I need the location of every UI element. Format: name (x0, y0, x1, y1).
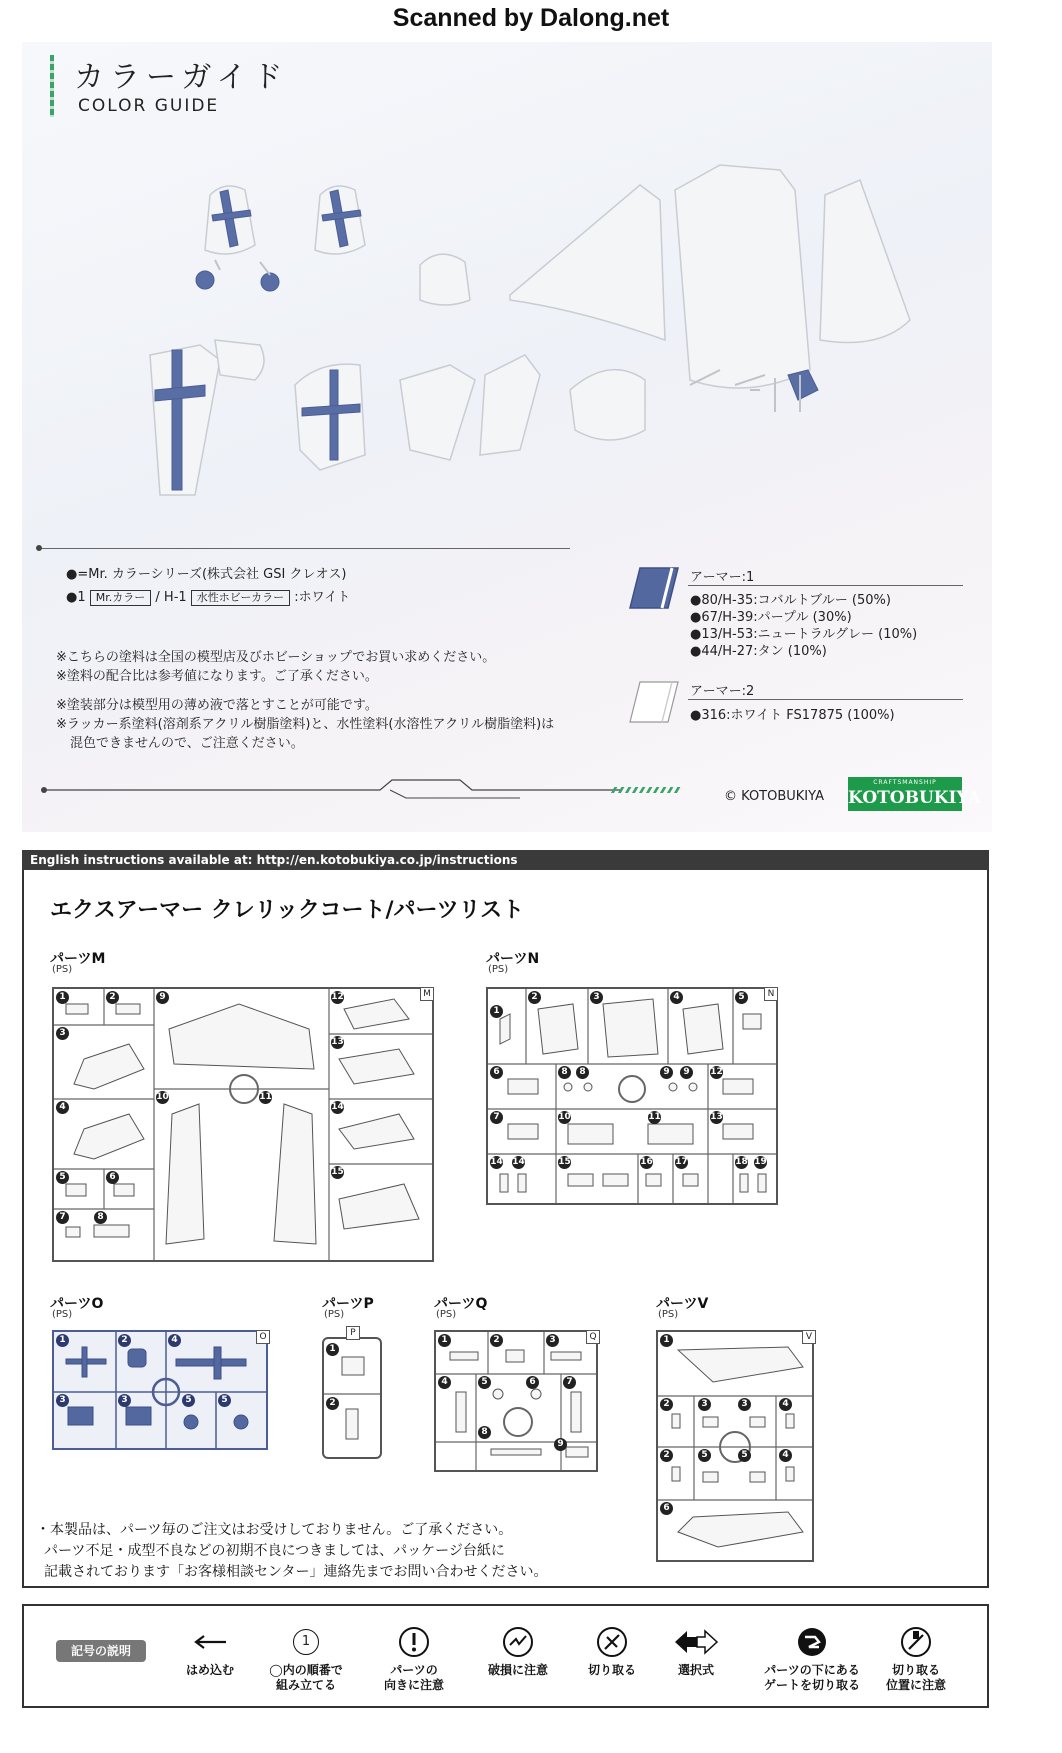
legend-label: 破損に注意 (487, 1663, 548, 1677)
runner-n-material: (PS) (488, 964, 509, 975)
part-number: 5 (738, 1449, 751, 1462)
cut-position-icon (899, 1625, 933, 1659)
part-number: 13 (710, 1112, 723, 1122)
part-number: 5 (56, 1171, 69, 1184)
part-number: 2 (660, 1449, 673, 1462)
part-number: 18 (735, 1157, 748, 1167)
exclamation-icon (397, 1625, 431, 1659)
runner-p-label: パーツP (322, 1296, 374, 1312)
part-number: 6 (490, 1066, 503, 1079)
runner-p (322, 1328, 382, 1459)
runner-tag: P (346, 1326, 360, 1340)
notice-line: 記載されております「お客様相談センター」連絡先までお問い合わせください。 (44, 1564, 548, 1580)
runner-tag: Q (586, 1330, 600, 1344)
part-number: 8 (478, 1426, 491, 1439)
part-number: 1 (326, 1343, 339, 1356)
runner-tag: V (802, 1330, 816, 1344)
notice-line: パーツ不足・成型不良などの初期不良につきましては、パッケージ台紙に (44, 1543, 505, 1559)
armor-1-swatch (628, 566, 680, 610)
armor-1-list (690, 592, 917, 660)
legend-label: 切り取る 位置に注意 (885, 1663, 946, 1692)
paint-item: ●67/H-39:パープル (30%) (690, 610, 852, 625)
scan-credit: Scanned by Dalong.net (392, 4, 670, 32)
color-guide-subtitle: COLOR GUIDE (78, 96, 220, 116)
armor-parts-illustration (120, 150, 920, 500)
runner-q-label: パーツQ (434, 1296, 488, 1312)
part-number: 9 (554, 1438, 567, 1451)
part-number: 4 (779, 1398, 792, 1411)
part-number: 3 (56, 1394, 69, 1407)
runner-m (52, 987, 434, 1262)
part-number: 11 (648, 1112, 661, 1122)
armor-2-swatch (628, 680, 680, 724)
part-number: 5 (735, 991, 748, 1004)
paint-notes-b (56, 696, 554, 753)
runner-tag: M (420, 987, 434, 1001)
instructions-url-bar: English instructions available at: http://en.kotobukiya.co.jp/instructions (22, 850, 989, 870)
legend-item-gate (756, 1625, 868, 1693)
paint-item: ●44/H-27:タン (10%) (690, 644, 827, 659)
part-number: 9 (680, 1066, 693, 1079)
runner-m-frame (54, 989, 432, 1260)
part-number: 7 (56, 1211, 69, 1224)
example-prefix: ●1 (66, 590, 86, 605)
part-number: 15 (331, 1167, 344, 1177)
part-number: 2 (528, 991, 541, 1004)
part-number: 5 (478, 1376, 491, 1389)
divider-dot (36, 545, 42, 551)
part-number: 1 (438, 1334, 451, 1347)
legend-label: 選択式 (677, 1663, 714, 1677)
runner-p-material: (PS) (324, 1309, 345, 1320)
part-number: 3 (118, 1394, 131, 1407)
note-line: ※こちらの塗料は全国の模型店及びホビーショップでお買い求めください。 (56, 650, 496, 665)
part-number: 3 (56, 1027, 69, 1040)
runner-tag: O (256, 1330, 270, 1344)
arrow-left-icon (190, 1632, 230, 1652)
part-number: 2 (660, 1398, 673, 1411)
runner-tag: N (764, 987, 778, 1001)
part-number: 7 (490, 1111, 503, 1124)
circled-number-icon: 1 (293, 1629, 319, 1655)
part-number: 1 (660, 1334, 673, 1347)
runner-o-label: パーツO (50, 1296, 104, 1312)
runner-v-material: (PS) (658, 1309, 679, 1320)
mr-color-label: Mr.カラー (90, 590, 152, 606)
armor-2-item: ●316:ホワイト FS17875 (100%) (690, 708, 895, 723)
legend-item-order (256, 1625, 356, 1693)
legend-label: 切り取る (587, 1663, 636, 1677)
part-number: 2 (326, 1397, 339, 1410)
logo-text: KOTOBUKIYA (848, 788, 981, 808)
note-line: ※塗装部分は模型用の薄め液で落とすことが可能です。 (56, 698, 378, 713)
armor-1-title: アーマー:1 (690, 570, 755, 585)
part-number: 3 (738, 1398, 751, 1411)
gate-under-icon (795, 1625, 829, 1659)
part-number: 8 (576, 1066, 589, 1079)
part-number: 10 (156, 1092, 169, 1102)
part-number: 5 (218, 1394, 231, 1407)
armor-1-rule (688, 585, 963, 586)
part-number: 14 (490, 1157, 503, 1167)
armor-2-rule (688, 699, 963, 700)
runner-q-frame (436, 1332, 596, 1470)
part-number: 4 (56, 1101, 69, 1114)
part-number: 6 (526, 1376, 539, 1389)
kotobukiya-logo (848, 777, 981, 811)
part-number: 1 (56, 991, 69, 1004)
part-number: 8 (94, 1211, 107, 1224)
runner-v-frame (658, 1332, 812, 1560)
part-number: 7 (563, 1376, 576, 1389)
cut-icon (595, 1625, 629, 1659)
part-number: 14 (512, 1157, 525, 1167)
order-notice (36, 1520, 547, 1583)
runner-m-material: (PS) (52, 964, 73, 975)
legend-item-cut-position (866, 1625, 966, 1693)
divider-line (40, 548, 570, 549)
part-number: 5 (698, 1449, 711, 1462)
paint-item: ●80/H-35:コバルトブルー (50%) (690, 593, 891, 608)
legend-item-choose (646, 1625, 746, 1678)
copyright: © KOTOBUKIYA (724, 789, 824, 804)
water-color-label: 水性ホビーカラー (191, 590, 290, 606)
part-number: 19 (754, 1157, 767, 1167)
part-number: 17 (675, 1157, 688, 1167)
legend-title: 記号の説明 (56, 1640, 146, 1662)
runner-q-material: (PS) (436, 1309, 457, 1320)
runner-o (52, 1330, 268, 1450)
armor-2-title: アーマー:2 (690, 684, 755, 699)
note-line: 混色できませんので、ご注意ください。 (70, 736, 304, 751)
note-line: ※ラッカー系塗料(溶剤系アクリル樹脂塗料)と、水性塗料(水溶性アクリル樹脂塗料)は (56, 717, 555, 732)
color-guide-title: カラーガイド (74, 60, 289, 95)
part-number: 2 (118, 1334, 131, 1347)
runner-m-label: パーツM (50, 951, 106, 967)
legend-item-insert (160, 1625, 260, 1678)
color-example (66, 588, 350, 607)
part-number: 11 (259, 1092, 272, 1102)
example-suffix: :ホワイト (294, 590, 351, 605)
part-number: 13 (331, 1037, 344, 1047)
runner-q (434, 1330, 598, 1472)
part-number: 4 (438, 1376, 451, 1389)
part-number: 1 (56, 1334, 69, 1347)
paint-notes-a (56, 648, 495, 686)
example-middle: / H-1 (155, 590, 187, 605)
breakage-icon (501, 1625, 535, 1659)
part-number: 12 (331, 992, 344, 1002)
paint-item: ●13/H-53:ニュートラルグレー (10%) (690, 627, 918, 642)
runner-n-frame (488, 989, 776, 1203)
part-number: 12 (710, 1067, 723, 1077)
mr-color-note: ●=Mr. カラーシリーズ(株式会社 GSI クレオス) (66, 567, 347, 582)
legend-item-direction (364, 1625, 464, 1693)
part-number: 10 (558, 1112, 571, 1122)
runner-n-label: パーツN (486, 951, 540, 967)
part-number: 9 (156, 991, 169, 1004)
runner-v-label: パーツV (656, 1296, 709, 1312)
part-number: 8 (558, 1066, 571, 1079)
legend-label: ◯内の順番で 組み立てる (269, 1663, 343, 1692)
runner-v (656, 1330, 814, 1562)
runner-n (486, 987, 778, 1205)
runner-o-frame (54, 1332, 266, 1448)
part-number: 2 (106, 991, 119, 1004)
part-number: 3 (546, 1334, 559, 1347)
part-number: 15 (558, 1157, 571, 1167)
part-number: 6 (660, 1502, 673, 1515)
runner-o-material: (PS) (52, 1309, 73, 1320)
part-number: 4 (168, 1334, 181, 1347)
parts-list-title: エクスアーマー クレリックコート/パーツリスト (50, 898, 525, 923)
part-number: 3 (698, 1398, 711, 1411)
legend-label: パーツの 向きに注意 (383, 1663, 444, 1692)
footer-circuit-line (40, 760, 740, 800)
part-number: 4 (670, 991, 683, 1004)
note-line: ※塗料の配合比は参考値になります。ご了承ください。 (56, 669, 378, 684)
legend-label: パーツの下にある ゲートを切り取る (763, 1663, 860, 1692)
choose-icon (673, 1627, 719, 1657)
part-number: 14 (331, 1102, 344, 1112)
legend-item-breakage (468, 1625, 568, 1678)
legend-label: はめ込む (185, 1663, 234, 1677)
title-accent-bar (50, 55, 54, 117)
part-number: 16 (640, 1157, 653, 1167)
notice-line: ・本製品は、パーツ毎のご注文はお受けしておりません。ご了承ください。 (36, 1522, 513, 1538)
part-number: 3 (590, 991, 603, 1004)
part-number: 1 (490, 1005, 503, 1018)
part-number: 6 (106, 1171, 119, 1184)
part-number: 5 (182, 1394, 195, 1407)
part-number: 2 (490, 1334, 503, 1347)
logo-tagline: CRAFTSMANSHIP (873, 779, 937, 786)
part-number: 4 (779, 1449, 792, 1462)
part-number: 9 (660, 1066, 673, 1079)
